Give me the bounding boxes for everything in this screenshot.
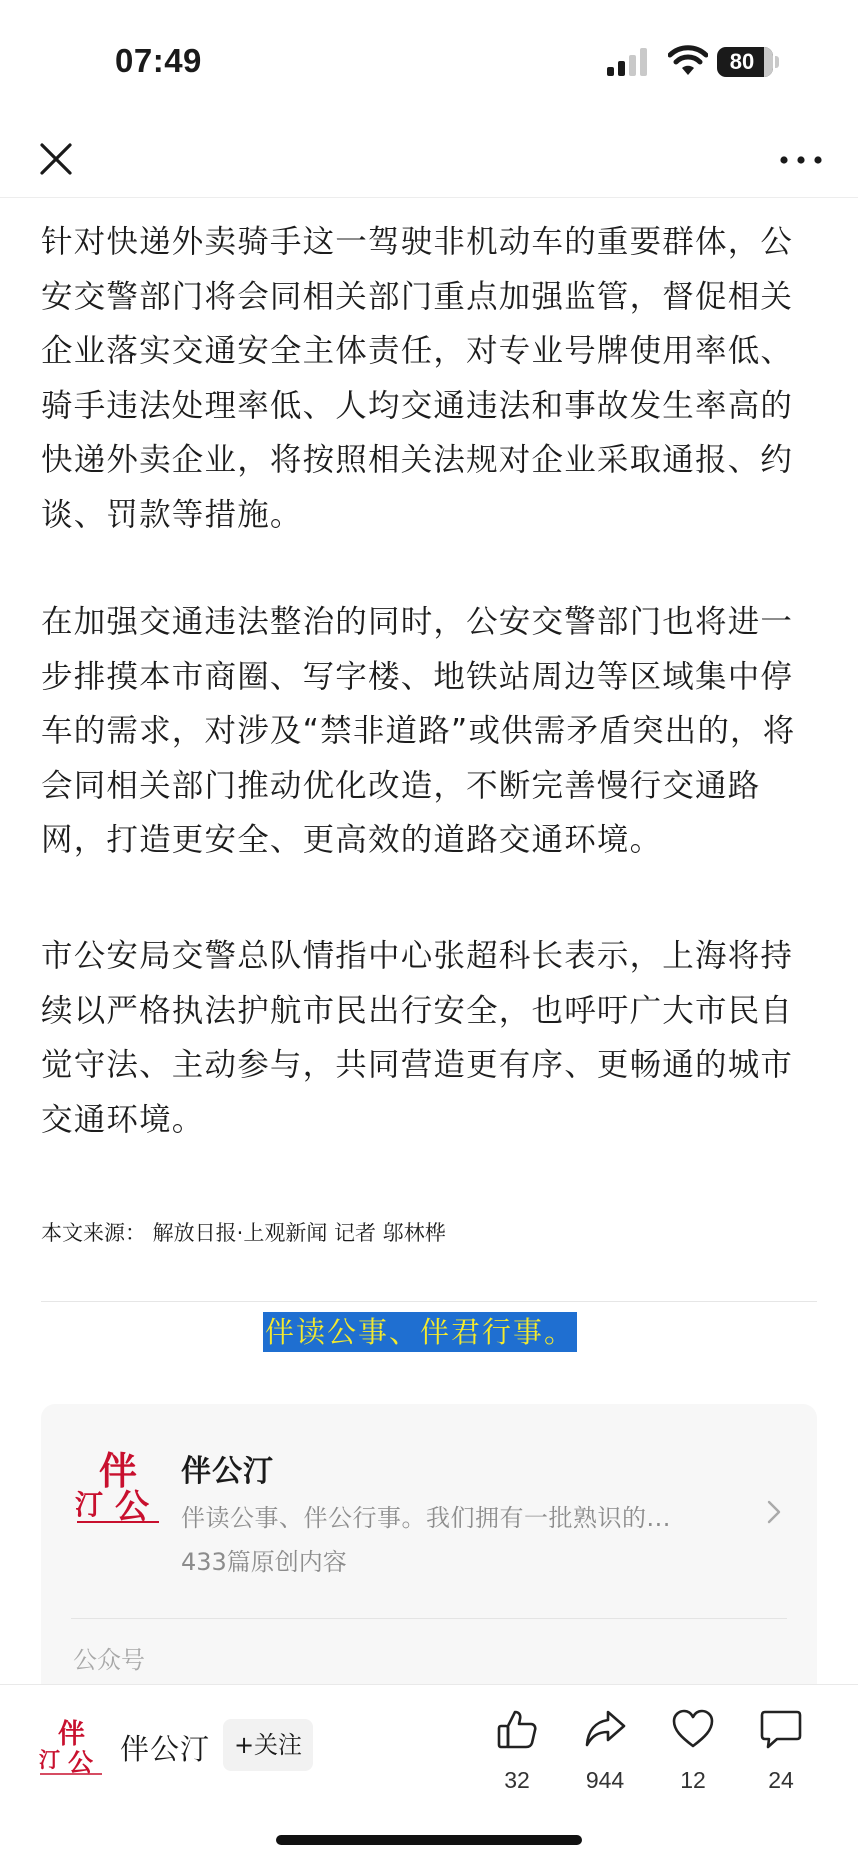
battery-icon (717, 47, 781, 77)
home-indicator[interactable] (276, 1835, 582, 1845)
follow-button[interactable]: +关注 (223, 1719, 313, 1771)
svg-text:汀: 汀 (39, 1747, 60, 1772)
comment-count: 24 (768, 1767, 794, 1793)
account-card[interactable] (41, 1404, 817, 1704)
card-divider (71, 1618, 787, 1619)
svg-text:公: 公 (68, 1748, 94, 1777)
original-count: 433篇原创内容 (181, 1548, 347, 1576)
more-icon[interactable] (778, 147, 824, 173)
article-paragraph: 针对快递外卖骑手这一驾驶非机动车的重要群体，公安交警部门将会同相关部门重点加强监管，督促相关企业落实交通安全主体责任，对专业号牌使用率低、骑手违法处理率低、人均交通违法和事故发生率高的快递外卖企业，将按照相关法规对企业采取通报、约谈、罚款等措施。 (41, 224, 794, 533)
like-count: 32 (504, 1767, 530, 1793)
heart-icon (671, 1707, 715, 1751)
svg-text:伴: 伴 (58, 1719, 85, 1750)
bottom-account-name[interactable]: 伴公汀 (120, 1732, 211, 1766)
account-name: 伴公汀 (181, 1454, 274, 1489)
status-time: 07:49 (115, 42, 202, 79)
favorite-button[interactable] (653, 1707, 733, 1807)
status-bar (0, 0, 858, 125)
like-button[interactable] (477, 1707, 557, 1807)
article-header (0, 125, 858, 198)
share-icon (583, 1707, 627, 1751)
account-description: 伴读公事、伴公行事。我们拥有一批熟识的... (181, 1504, 671, 1532)
wifi-icon (668, 45, 708, 77)
comment-button[interactable] (741, 1707, 821, 1807)
article-paragraph: 市公安局交警总队情指中心张超科长表示，上海将持续以严格执法护航市民出行安全，也呼吁广大市民自觉守法、主动参与，共同营造更有序、更畅通的城市交通环境。 (41, 938, 794, 1138)
divider (41, 1301, 817, 1302)
article-slogan: 伴读公事、伴君行事。 (263, 1312, 577, 1352)
svg-text:汀: 汀 (75, 1488, 104, 1521)
signal-icon (607, 48, 649, 76)
account-avatar[interactable] (38, 1715, 104, 1781)
article-source: 本文来源： 解放日报·上观新闻 记者 邬林桦 (41, 1221, 446, 1245)
bottom-bar (0, 1684, 858, 1865)
article-paragraph: 在加强交通违法整治的同时，公安交警部门也将进一步排摸本市商圈、写字楼、地铁站周边等区域集中停车的需求，对涉及“禁非道路”或供需矛盾突出的，将会同相关部门推动优化改造，不断完善慢行交通路网，打造更安全、更高效的道路交通环境。 (41, 604, 796, 858)
favorite-count: 12 (680, 1767, 706, 1793)
share-count: 944 (585, 1767, 625, 1793)
account-type-label: 公众号 (73, 1646, 145, 1674)
svg-text:公: 公 (115, 1487, 149, 1527)
thumbs-up-icon (495, 1707, 539, 1751)
svg-text:伴: 伴 (99, 1448, 138, 1493)
account-logo (73, 1444, 163, 1534)
close-icon[interactable] (36, 139, 78, 181)
comment-icon (759, 1707, 803, 1751)
battery-percent: 80 (729, 49, 755, 74)
chevron-right-icon[interactable] (766, 1498, 782, 1526)
share-button[interactable] (565, 1707, 645, 1807)
